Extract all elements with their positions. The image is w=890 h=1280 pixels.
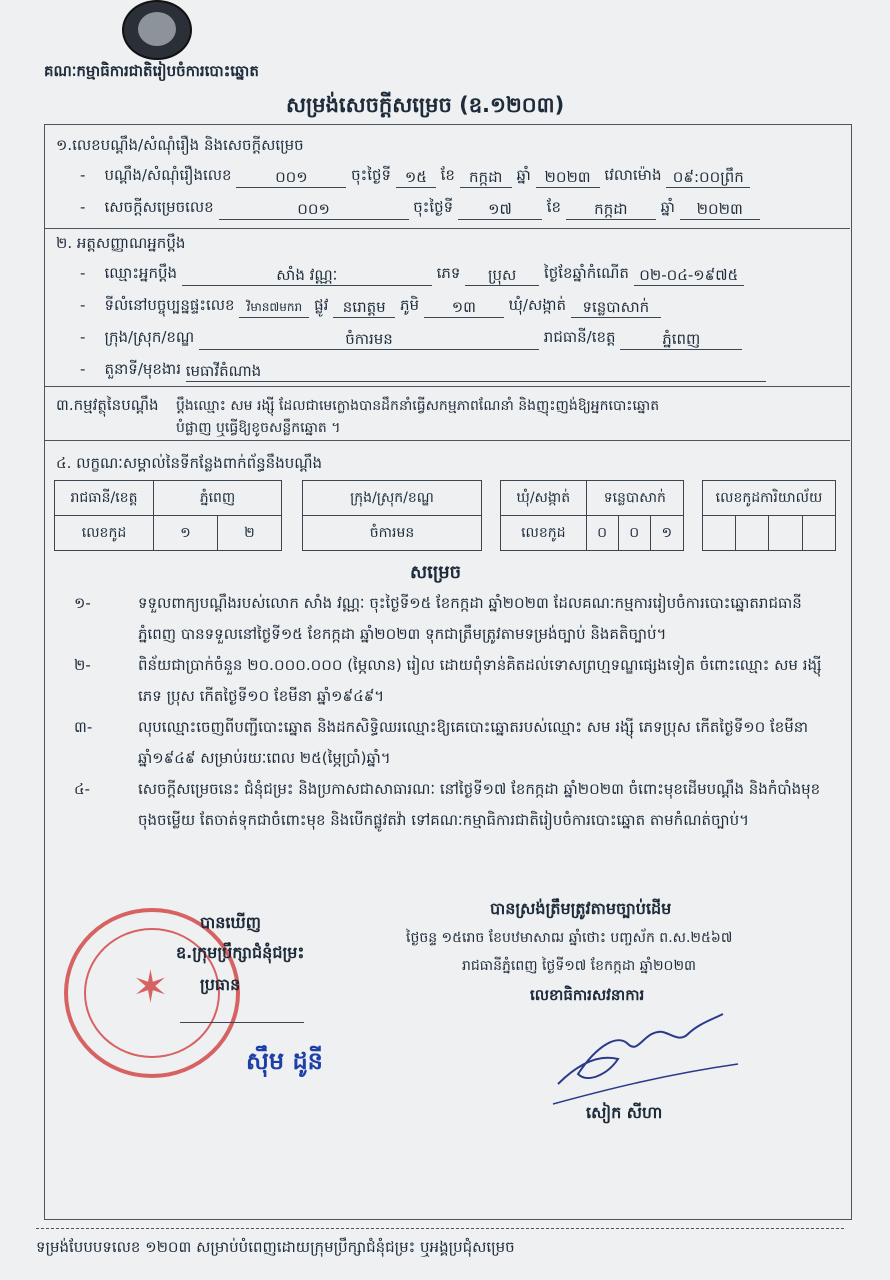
province-code-box	[54, 480, 282, 551]
district-box-value: ចំការមន	[303, 516, 482, 551]
case-month: កក្កដា	[460, 167, 512, 188]
commune-code-digit: ០	[586, 516, 618, 551]
case-year: ២០២៣	[536, 167, 600, 188]
decision-label: សេចក្ដីសម្រេចលេខ	[104, 198, 214, 216]
section4-title: ៤. លក្ខណៈសម្គាល់នៃទីកន្លែងពាក់ព័ន្ធនឹងបណ្ដឹង	[56, 454, 323, 472]
dob-label: ថ្ងៃខែឆ្នាំកំណើត	[543, 264, 629, 282]
national-emblem-seal	[122, 0, 192, 60]
case-day: ១៥	[396, 167, 436, 188]
office-code-digit	[736, 516, 769, 551]
complainant-dob: ០២-០៤-១៩៧៥	[634, 265, 744, 286]
office-code-digit	[802, 516, 835, 551]
decision-year: ២០២៣	[680, 199, 760, 220]
province-code-digit: ១	[154, 516, 218, 551]
footer-divider	[36, 1228, 844, 1229]
district: ចំការមន	[199, 329, 539, 350]
address-row: - ទីលំនៅបច្ចុប្បន្នផ្ទះលេខ វិមាន៧មករា ផ្លូវ នរោត្តម ភូមិ ១៣ ឃុំ/សង្កាត់ ទន្លេបាសាក់	[80, 296, 661, 318]
decision-item-number: ១-	[74, 594, 91, 612]
president-label: ប្រធាន	[200, 975, 241, 994]
footer-note: ទម្រង់បែបបទលេខ ១២០៣ សម្រាប់បំពេញដោយក្រុមប្រឹក្សាជំនុំជម្រះ ឬអង្គប្រជុំសម្រេច	[36, 1238, 515, 1256]
decision-heading: សម្រេច	[410, 562, 462, 583]
case-year-label: ឆ្នាំ	[516, 166, 531, 184]
village: ១៣	[424, 297, 504, 318]
district-row: - ក្រុង/ស្រុក/ខណ្ឌ ចំការមន រាជធានី/ខេត្ត ភ្នំពេញ	[80, 328, 742, 350]
house-number: វិមាន៧មករា	[239, 297, 309, 318]
complainant-name-label: ឈ្មោះអ្នកប្ដឹង	[104, 264, 178, 282]
role: មេធាវីតំណាង	[186, 361, 766, 382]
office-code-digit	[769, 516, 802, 551]
decision-item	[74, 650, 834, 714]
issue-date: រាជធានីភ្នំពេញ ថ្ងៃទី១៧ ខែកក្កដា ឆ្នាំ២០២៣	[462, 958, 697, 974]
district-code-box	[302, 480, 482, 551]
sex-label: ភេទ	[436, 264, 461, 282]
decision-year-label: ឆ្នាំ	[660, 198, 675, 216]
decision-item-text: ពិន័យជាប្រាក់ចំនួន ២០.០០០.០០០ (ម្ភៃលាន) រៀល ដោយពុំទាន់គិតដល់ទោសព្រហ្មទណ្ឌផ្សេងទៀត ចំពោះឈ្មោះ សម រង្ស៊ី ភេទ ប្រុស កើតថ្ងៃទី១០ ខែមីនា ឆ្នាំ១៩៤៩។	[138, 656, 822, 705]
certified-copy-label: បានស្រង់ត្រឹមត្រូវតាមច្បាប់ដើម	[490, 899, 672, 918]
case-label: បណ្ដឹង/សំណុំរឿងលេខ	[104, 166, 232, 184]
complainant-name: សាំង វណ្ណៈ	[182, 265, 432, 286]
village-label: ភូមិ	[400, 296, 420, 314]
commune: ទន្លេបាសាក់	[571, 297, 661, 318]
complainant-name-row: - ឈ្មោះអ្នកប្ដឹង សាំង វណ្ណៈ ភេទ ប្រុស ថ្ងៃខែឆ្នាំកំណើត ០២-០៤-១៩៧៥	[80, 264, 744, 286]
complainant-sex: ប្រុស	[465, 265, 539, 286]
decision-item-number: ២-	[74, 656, 91, 674]
complaint-subject-line2: បំផ្លាញ ឬធ្វើឱ្យខូចសន្លឹកឆ្នោត ។	[176, 420, 341, 436]
complaint-subject-line1: ប្ដឹងឈ្មោះ សម រង្ស៊ី ដែលជាមេក្លោងបានដឹកនាំធ្វើសកម្មភាពណែនាំ និងញុះញង់ឱ្យអ្នកបោះឆ្នោត	[176, 398, 660, 414]
street: នរោត្តម	[333, 297, 395, 318]
office-code-box	[702, 480, 836, 551]
district-box-label: ក្រុង/ស្រុក/ខណ្ឌ	[303, 481, 482, 516]
president-signature-name: ស៊ឹម ដូនី	[246, 1047, 323, 1075]
divider	[44, 228, 850, 229]
case-month-label: ខែ	[440, 166, 455, 184]
office-box-label: លេខកូដការិយាល័យ	[703, 481, 836, 516]
province-box-label: រាជធានី/ខេត្ត	[55, 481, 154, 516]
decision-day: ១៧	[458, 199, 542, 220]
clerk-signature-scribble	[548, 1004, 748, 1114]
decision-item	[74, 774, 834, 870]
commune-code-box	[500, 480, 684, 551]
decision-item-number: ៤-	[74, 780, 91, 798]
decision-row: - សេចក្ដីសម្រេចលេខ ០០១ ចុះថ្ងៃទី ១៧ ខែ កក្កដា ឆ្នាំ ២០២៣	[80, 198, 760, 220]
section3-title: ៣.កម្មវត្ថុនៃបណ្ដឹង	[56, 396, 159, 414]
decision-month-label: ខែ	[546, 198, 562, 216]
clerk-name: សៀក សីហា	[586, 1103, 663, 1122]
decision-month: កក្កដា	[566, 199, 656, 220]
case-row: - បណ្ដឹង/សំណុំរឿងលេខ ០០១ ចុះថ្ងៃទី ១៥ ខែ កក្កដា ឆ្នាំ ២០២៣ វេលាម៉ោង ០៩:០០ព្រឹក	[80, 166, 750, 188]
section1-title: ១.លេខបណ្ដឹង/សំណុំរឿង និងសេចក្ដីសម្រេច	[56, 136, 304, 154]
decision-day-label: ចុះថ្ងៃទី	[413, 198, 454, 216]
chamber-label: ឧ.ក្រុមប្រឹក្សាជំនុំជម្រះ	[176, 943, 305, 962]
decision-item-text: សេចក្ដីសម្រេចនេះ ជំនុំជម្រះ និងប្រកាសជាសាធារណៈ នៅថ្ងៃទី១៧ ខែកក្កដា ឆ្នាំ២០២៣ ចំពោះមុខដើមបណ្ដឹង និងកំបាំងមុខចុងចម្លើយ តែចាត់ទុកជាចំពោះមុខ និងបើកផ្លូវតវ៉ា ទៅគណៈកម្មាធិការជាតិរៀបចំការបោះឆ្នោត តាមកំណត់ច្បាប់។	[138, 780, 821, 829]
role-row: - តួនាទី/មុខងារ មេធាវីតំណាង	[80, 360, 766, 382]
province-code-label: លេខកូដ	[55, 516, 154, 551]
commune-label: ឃុំ/សង្កាត់	[508, 296, 567, 314]
commune-code-label: លេខកូដ	[501, 516, 587, 551]
seen-label: បានឃើញ	[200, 913, 261, 932]
address-label: ទីលំនៅបច្ចុប្បន្នផ្ទះលេខ	[104, 296, 235, 314]
commune-code-digit: ១	[650, 516, 683, 551]
lunar-date: ថ្ងៃចន្ទ ១៥រោច ខែបឋមាសាឍ ឆ្នាំថោះ បញ្ចស័ក ព.ស.២៥៦៧	[406, 930, 733, 946]
form-title: សម្រង់សេចក្ដីសម្រេច (ឧ.១២០៣)	[286, 93, 565, 117]
street-label: ផ្លូវ	[314, 296, 329, 314]
province-box-value: ភ្នំពេញ	[154, 481, 282, 516]
case-time: ០៩:០០ព្រឹក	[666, 167, 750, 188]
decision-item	[74, 712, 834, 776]
decision-number: ០០១	[219, 199, 409, 220]
commune-code-digit: ០	[618, 516, 650, 551]
commune-box-label: ឃុំ/សង្កាត់	[501, 481, 587, 516]
province: ភ្នំពេញ	[620, 329, 742, 350]
district-label: ក្រុង/ស្រុក/ខណ្ឌ	[104, 328, 195, 346]
decision-item	[74, 588, 834, 652]
divider	[44, 440, 850, 441]
case-day-label: ចុះថ្ងៃទី	[351, 166, 392, 184]
office-code-digit	[703, 516, 736, 551]
signature-line	[180, 1022, 304, 1023]
organization-name: គណៈកម្មាធិការជាតិរៀបចំការបោះឆ្នោត	[44, 62, 259, 80]
section2-title: ២. អត្តសញ្ញាណអ្នកប្ដឹង	[56, 234, 186, 252]
role-label: តួនាទី/មុខងារ	[104, 360, 181, 378]
divider	[44, 386, 850, 387]
clerk-role: លេខាធិការសវនាការ	[530, 986, 645, 1004]
decision-item-text: លុបឈ្មោះចេញពីបញ្ជីបោះឆ្នោត និងដកសិទ្ធិឈរឈ្មោះឱ្យគេបោះឆ្នោតរបស់ឈ្មោះ សម រង្ស៊ី ភេទប្រុស កើតថ្ងៃទី១០ ខែមីនា ឆ្នាំ១៩៤៩ សម្រាប់រយៈពេល ២៥(ម្ភៃប្រាំ)ឆ្នាំ។	[138, 718, 809, 767]
decision-item-text: ទទួលពាក្យបណ្ដឹងរបស់លោក សាំង វណ្ណៈ ចុះថ្ងៃទី១៥ ខែកក្កដា ឆ្នាំ២០២៣ ដែលគណៈកម្មការរៀបចំការបោះឆ្នោតរាជធានីភ្នំពេញ បានទទួលនៅថ្ងៃទី១៥ ខែកក្កដា ឆ្នាំ២០២៣ ទុកជាត្រឹមត្រូវតាមទម្រង់ច្បាប់ និងគតិច្បាប់។	[138, 594, 802, 643]
province-code-digit: ២	[217, 516, 281, 551]
case-number: ០០១	[236, 167, 346, 188]
decision-item-number: ៣-	[74, 718, 93, 736]
province-label: រាជធានី/ខេត្ត	[543, 328, 616, 346]
commune-box-value: ទន្លេបាសាក់	[586, 481, 683, 516]
case-time-label: វេលាម៉ោង	[604, 166, 662, 184]
